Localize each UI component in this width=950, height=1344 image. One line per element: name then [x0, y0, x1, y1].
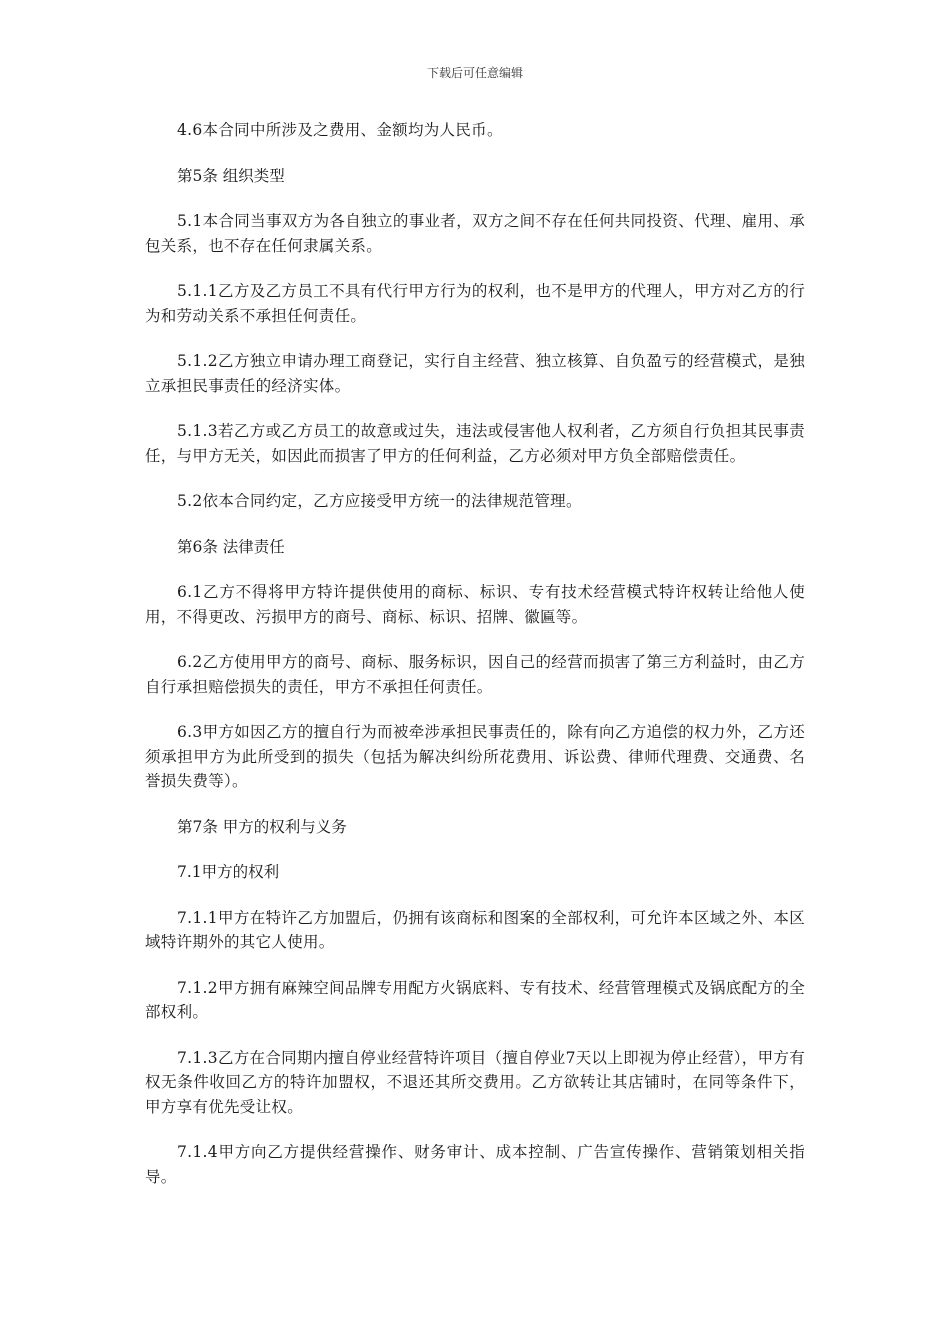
clause-6-3: 6.3甲方如因乙方的擅自行为而被牵涉承担民事责任的，除有向乙方追偿的权力外，乙方还须承担甲方为此所受到的损失（包括为解决纠纷所花费用、诉讼费、律师代理费、交通费、名誉损失费等）。	[145, 723, 805, 790]
article-7-heading: 第7条 甲方的权利与义务	[177, 817, 347, 836]
clause-5-1-3: 5.1.3若乙方或乙方员工的故意或过失，违法或侵害他人权利者，乙方须自行负担其民事责任，与甲方无关，如因此而损害了甲方的任何利益，乙方必须对甲方负全部赔偿责任。	[145, 422, 805, 465]
clause-5-2: 5.2依本合同约定，乙方应接受甲方统一的法律规范管理。	[177, 492, 582, 510]
clause-5-1-2: 5.1.2乙方独立申请办理工商登记，实行自主经营、独立核算、自负盈亏的经营模式，是独立承担民事责任的经济实体。	[145, 352, 805, 395]
clause-4-6: 4.6本合同中所涉及之费用、金额均为人民币。	[177, 121, 503, 139]
clause-6-1: 6.1乙方不得将甲方特许提供使用的商标、标识、专有技术经营模式特许权转让给他人使用，不得更改、污损甲方的商号、商标、标识、招牌、徽匾等。	[145, 583, 805, 626]
clause-5-1: 5.1本合同当事双方为各自独立的事业者，双方之间不存在任何共同投资、代理、雇用、承包关系，也不存在任何隶属关系。	[145, 212, 805, 255]
article-6-heading: 第6条 法律责任	[177, 537, 285, 556]
page-header-note: 下载后可任意编辑	[426, 66, 523, 80]
clause-7-1-heading: 7.1甲方的权利	[177, 863, 280, 881]
clause-7-1-3: 7.1.3乙方在合同期内擅自停业经营特许项目（擅自停业7天以上即视为停止经营），甲方有权无条件收回乙方的特许加盟权，不退还其所交费用。乙方欲转让其店铺时，在同等条件下，甲方享有优先受让权。	[145, 1048, 805, 1116]
document-body	[145, 118, 805, 1210]
clause-6-2: 6.2乙方使用甲方的商号、商标、服务标识，因自己的经营而损害了第三方利益时，由乙方自行承担赔偿损失的责任，甲方不承担任何责任。	[145, 653, 805, 696]
article-5-heading: 第5条 组织类型	[177, 166, 285, 185]
clause-7-1-2: 7.1.2甲方拥有麻辣空间品牌专用配方火锅底料、专有技术、经营管理模式及锅底配方的全部权利。	[145, 978, 805, 1021]
clause-7-1-1: 7.1.1甲方在特许乙方加盟后，仍拥有该商标和图案的全部权利，可允许本区域之外、本区域特许期外的其它人使用。	[145, 908, 805, 951]
clause-5-1-1: 5.1.1乙方及乙方员工不具有代行甲方行为的权利，也不是甲方的代理人，甲方对乙方的行为和劳动关系不承担任何责任。	[145, 282, 805, 325]
clause-7-1-4: 7.1.4甲方向乙方提供经营操作、财务审计、成本控制、广告宣传操作、营销策划相关指导。	[145, 1143, 805, 1186]
